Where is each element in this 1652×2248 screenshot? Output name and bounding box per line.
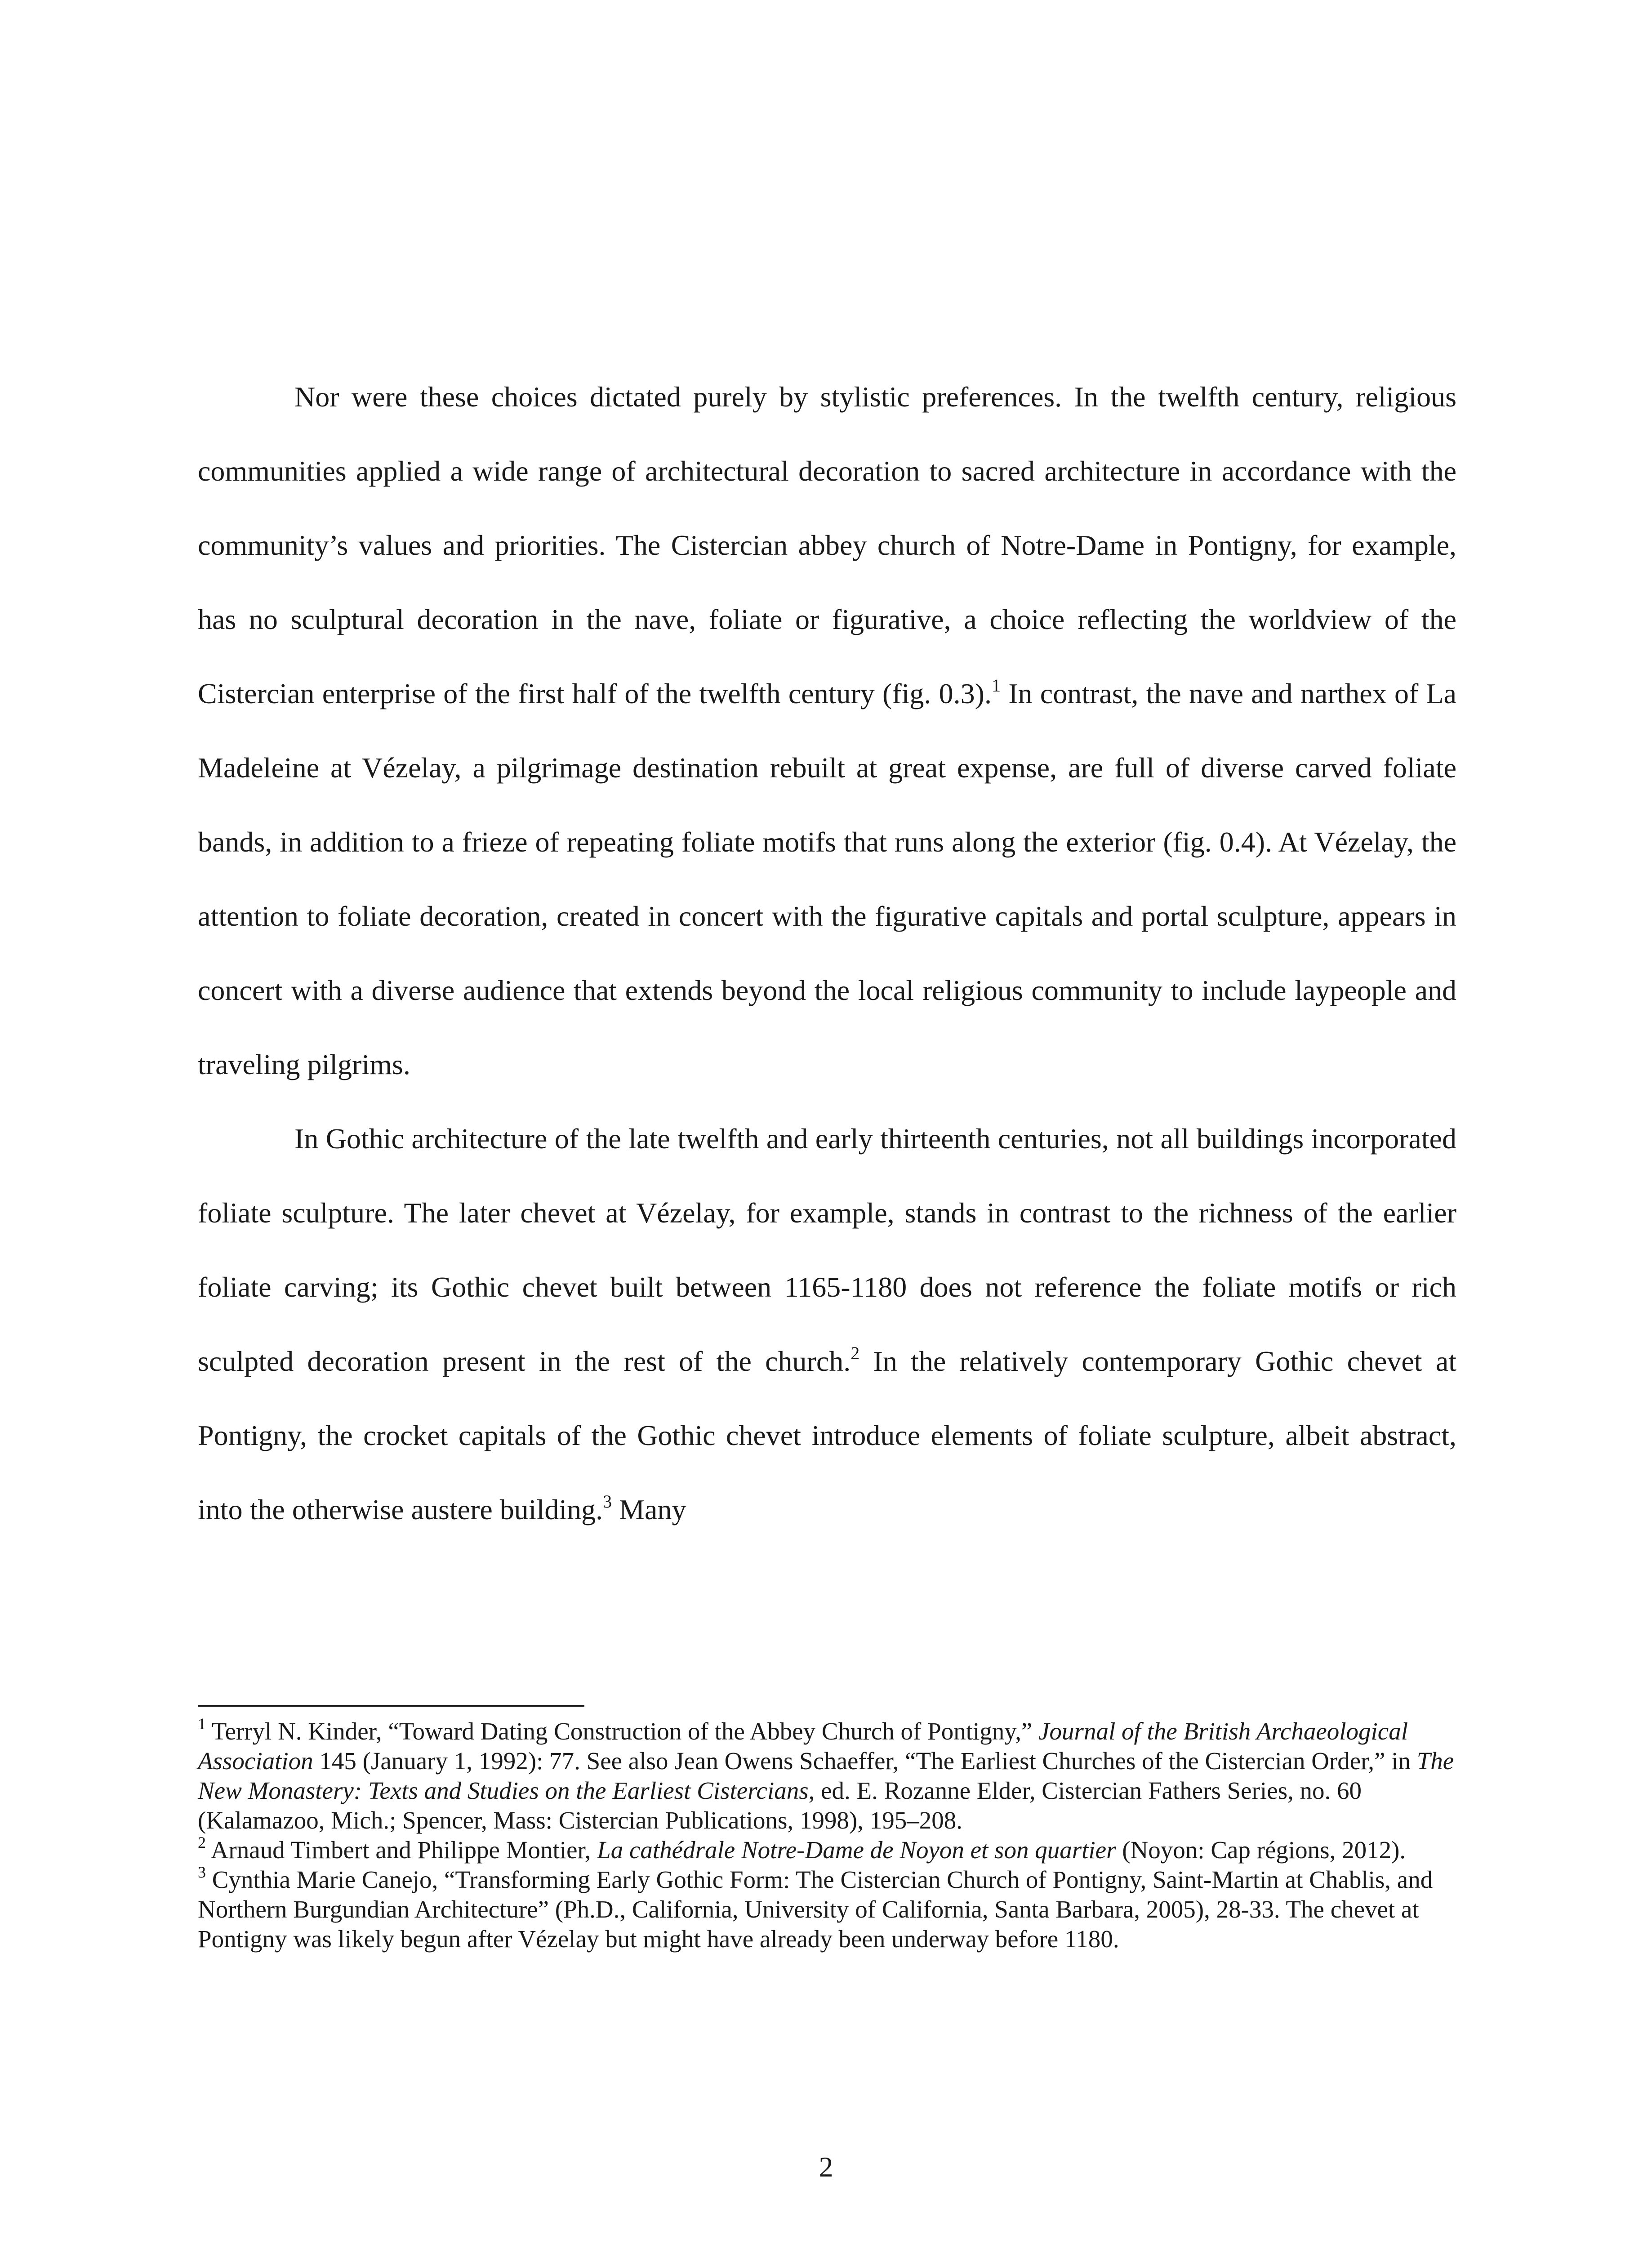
paragraph-1-text-b: In contrast, the nave and narthex of La Madeleine at Vézelay, a pilgrimage destination rebuilt at great expense, are full of diverse carved foliate bands, in addition to a frieze of repeating foliate motifs that runs along the exterior (fig. 0.4). At Vézelay, the attention to foliate decoration, created in concert with the figurative capitals and portal sculpture, appears in concert with a diverse audience that extends beyond the local religious community to include laypeople and traveling pilgrims.	[198, 678, 1457, 1080]
page-number: 2	[819, 2151, 833, 2183]
footnote-ref-2[interactable]: 2	[850, 1343, 860, 1363]
footnote-1	[198, 1714, 1456, 1835]
footnotes	[198, 1714, 1456, 1954]
footnote-text: Terryl N. Kinder, “Toward Dating Construction of the Abbey Church of Pontigny,”	[206, 1717, 1039, 1745]
paragraph-2-text-b: In the relatively contemporary Gothic chevet at Pontigny, the crocket capitals of the Gothic chevet introduce elements of foliate sculpture, albeit abstract, into the otherwise austere building.	[198, 1345, 1457, 1525]
footnote-italic-title: The New Monastery: Texts and Studies on the Earliest Cistercians	[198, 1747, 1454, 1804]
paragraph-1	[198, 360, 1456, 1102]
footnote-number: 1	[198, 1714, 206, 1733]
footnote-number: 2	[198, 1833, 206, 1851]
paragraph-1-text-a: Nor were these choices dictated purely by stylistic preferences. In the twelfth century, religious communities applied a wide range of architectural decoration to sacred architecture in accordance with the community’s values and priorities. The Cistercian abbey church of Notre-Dame in Pontigny, for example, has no sculptural decoration in the nave, foliate or figurative, a choice reflecting the worldview of the Cistercian enterprise of the first half of the twelfth century (fig. 0.3).	[198, 381, 1456, 709]
paragraph-2-text-a: In Gothic architecture of the late twelfth and early thirteenth centuries, not all buildings incorporated foliate sculpture. The later chevet at Vézelay, for example, stands in contrast to the richness of the earlier foliate carving; its Gothic chevet built between 1165-1180 does not reference the foliate motifs or rich sculpted decoration present in the rest of the church.	[198, 1123, 1456, 1377]
footnote-italic-title: La cathédrale Notre-Dame de Noyon et son quartier	[597, 1836, 1116, 1864]
footnote-number: 3	[198, 1863, 206, 1881]
footnote-text: , ed. E. Rozanne Elder, Cistercian Fathers Series, no. 60 (Kalamazoo, Mich.; Spencer, Mass: Cistercian Publications, 1998), 195–208.	[198, 1777, 1362, 1834]
body-text	[198, 360, 1456, 1547]
footnote-ref-1[interactable]: 1	[992, 675, 1001, 696]
footnote-separator	[198, 1705, 584, 1707]
paragraph-2	[198, 1102, 1456, 1547]
footnote-text: Arnaud Timbert and Philippe Montier,	[206, 1836, 597, 1864]
footnote-text: Cynthia Marie Canejo, “Transforming Early Gothic Form: The Cistercian Church of Pontigny, Saint-Martin at Chablis, and Northern Burgundian Architecture” (Ph.D., California, University of California, Santa Barbara, 2005), 28-33. The chevet at Pontigny was likely begun after Vézelay but might have already been underway before 1180.	[198, 1866, 1433, 1953]
footnote-3	[198, 1865, 1456, 1954]
footnote-2	[198, 1835, 1456, 1865]
footnote-ref-3[interactable]: 3	[603, 1491, 612, 1512]
footnote-text: (Noyon: Cap régions, 2012).	[1116, 1836, 1406, 1864]
paragraph-2-text-c: Many	[612, 1494, 686, 1525]
footnote-text: 145 (January 1, 1992): 77. See also Jean Owens Schaeffer, “The Earliest Churches of the Cistercian Order,” in	[313, 1747, 1417, 1775]
footnote-italic-title: Journal of the British Archaeological Association	[198, 1717, 1408, 1775]
